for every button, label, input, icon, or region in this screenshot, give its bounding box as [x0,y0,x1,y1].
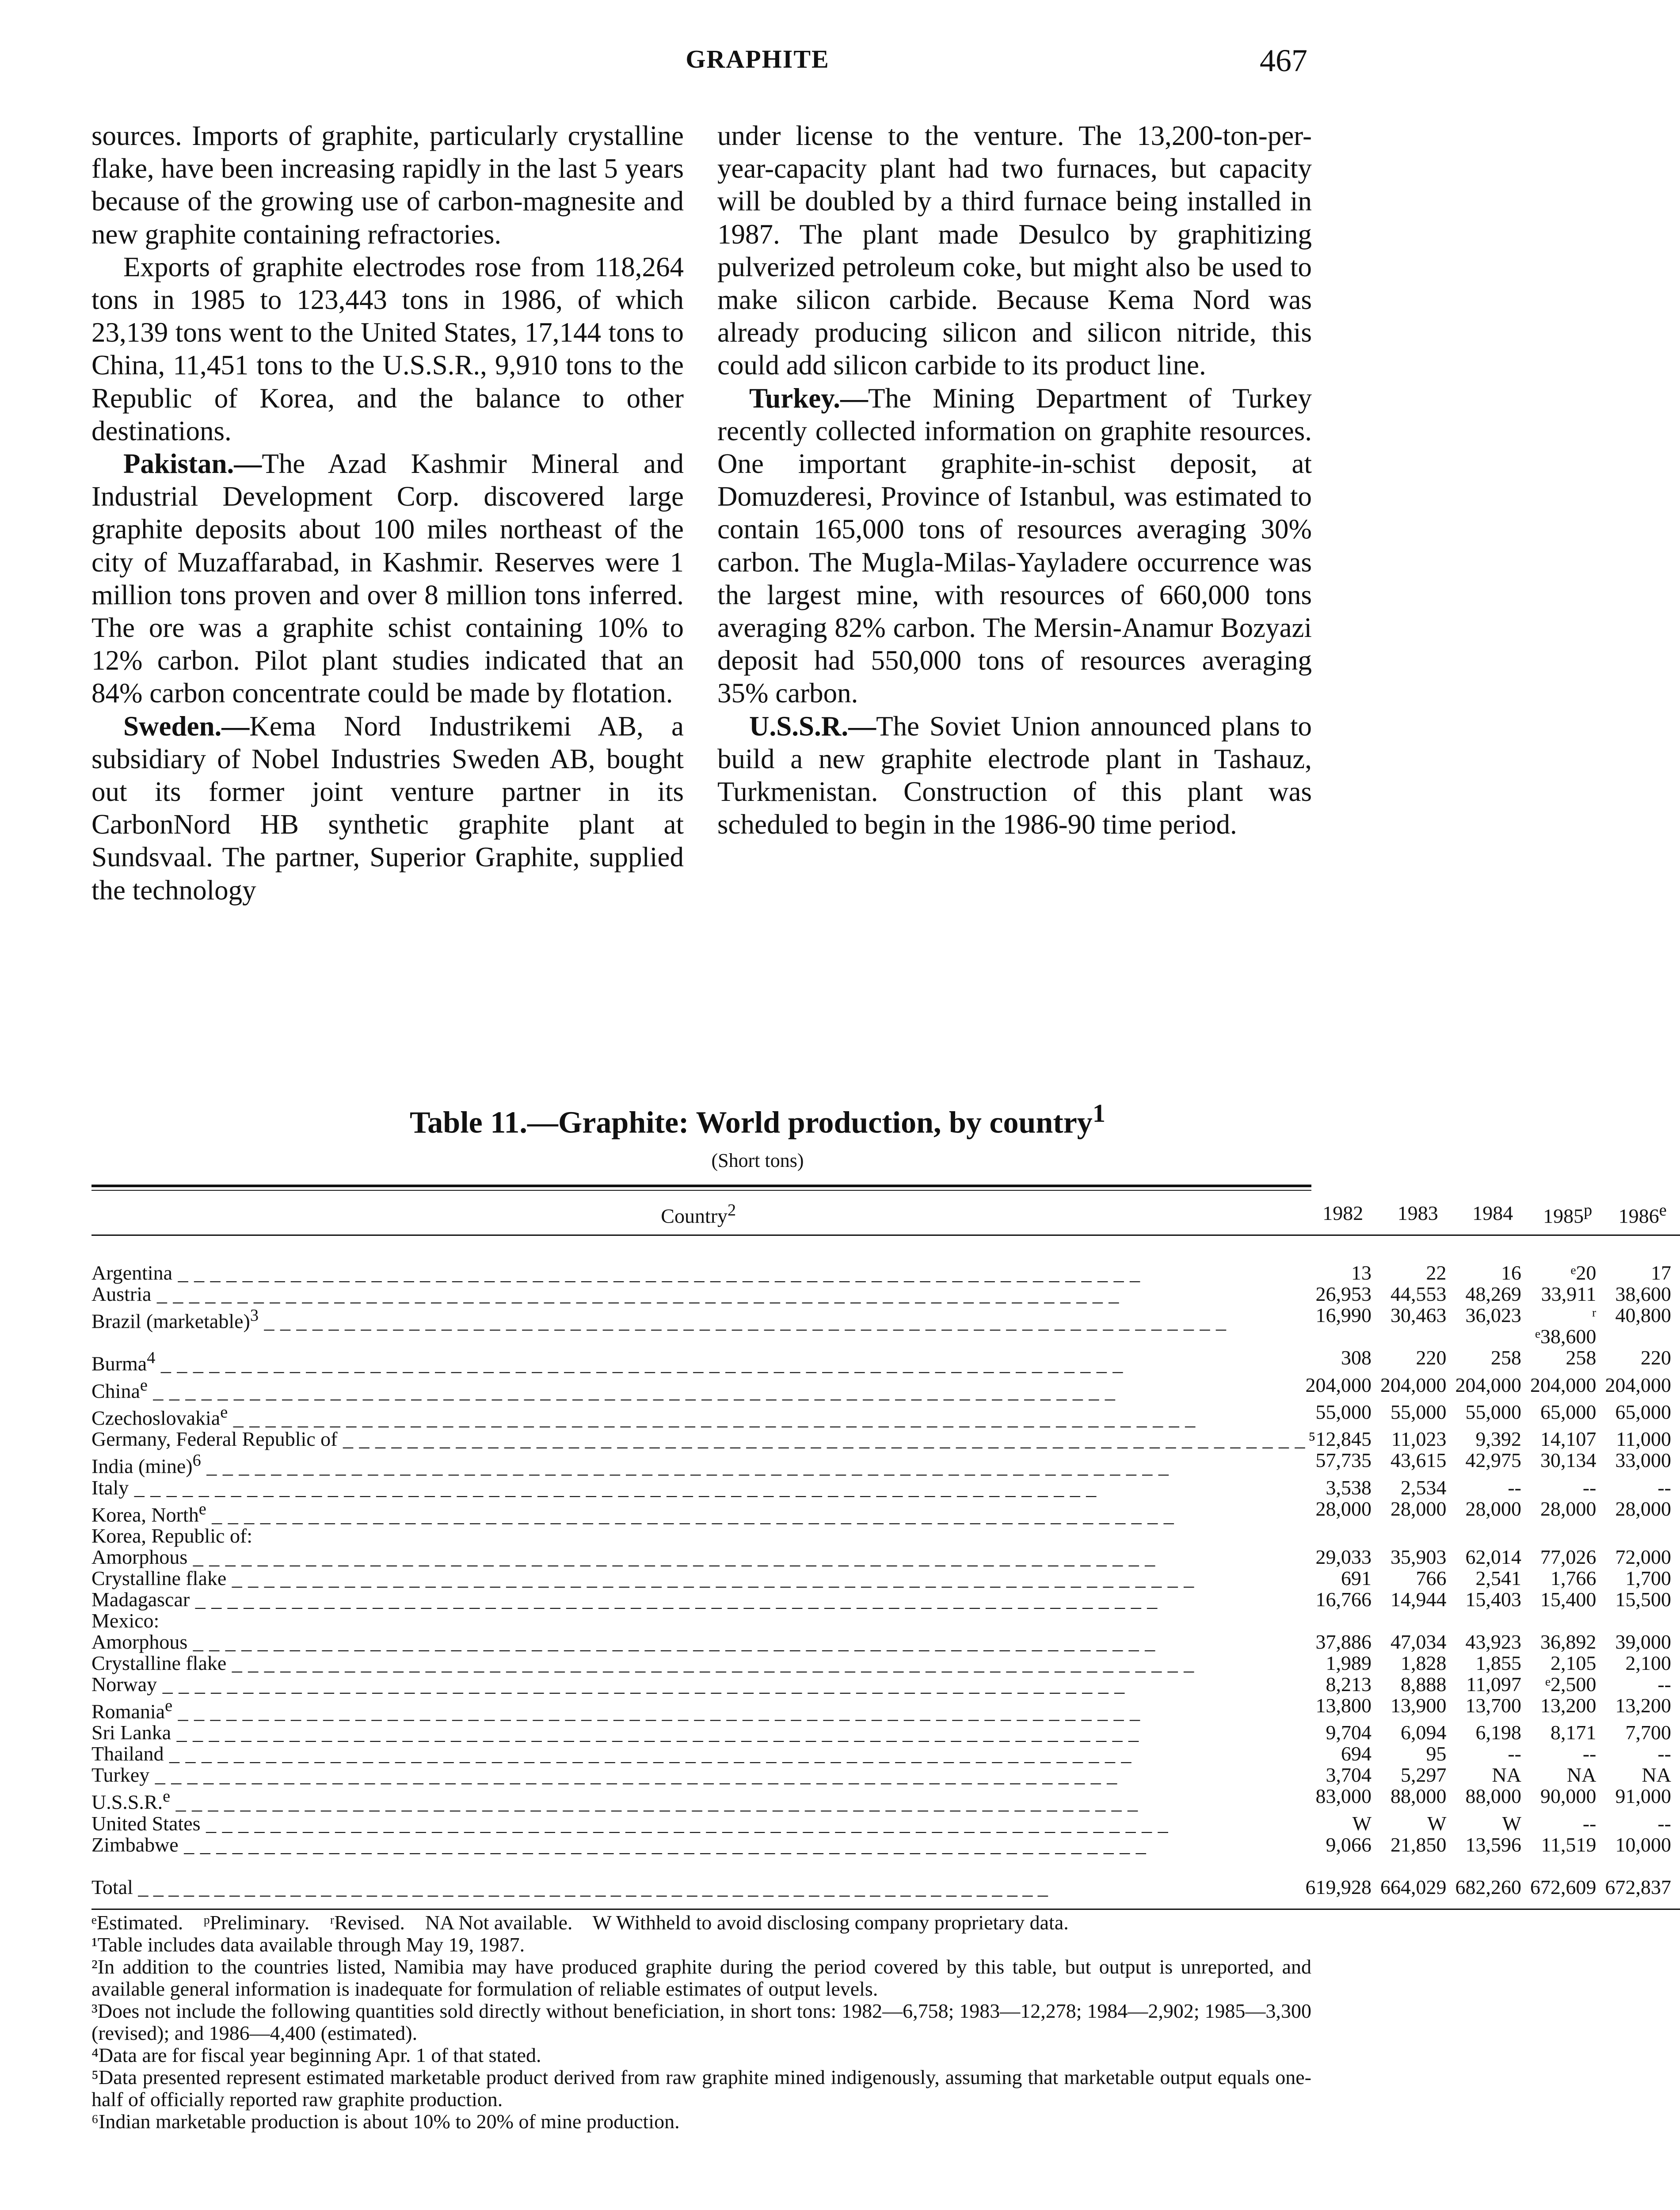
cell-value-1983: 30,463 [1390,1304,1447,1327]
cell-country [91,1375,1306,1402]
header-year-1984 [1455,1191,1531,1235]
cell-country [91,1813,1306,1834]
header-label: 1983 [1397,1201,1438,1224]
cell-value-1984: 55,000 [1465,1400,1521,1423]
cell-value-1982: 3,704 [1326,1764,1371,1787]
cell-value-1985 [1530,1610,1605,1631]
legend-withheld: W Withheld to avoid disclosing company proprietary data. [592,1911,1069,1934]
production-table-wrap [91,1185,1671,1910]
cell-value-1984: 42,975 [1465,1449,1521,1472]
country-name: Sri Lanka [91,1721,171,1744]
total-value-1984: 682,260 [1455,1856,1531,1909]
cell-value-1983: 2,534 [1401,1476,1447,1499]
cell-value-1983: 22 [1426,1261,1447,1284]
country-name: U.S.S.R. [91,1791,163,1814]
paragraph-exports: Exports of graphite electrodes rose from 118,264 tons in 1985 to 123,443 tons in 1986, of which 23,139 tons went to the United States, 17,144 tons to China, 11,451 tons to the U.S.S.R., 9,910 tons to the Republic of Korea, and the balance to other destinations. [91,251,684,446]
dot-leader: _ _ _ _ _ _ _ _ _ _ _ _ _ _ _ _ _ _ _ _ _ _ _ _ _ _ _ _ _ _ _ _ _ _ _ _ _ _ _ _ _ _ _ _ _ _ _ _ _ _ _ _ _ _ _ _ _ _ _ _ [151,1283,1120,1306]
cell-value-1983: 766 [1416,1566,1447,1589]
cell-value-1985: 14,107 [1540,1428,1596,1451]
cell-value-1985: -- [1582,1742,1596,1765]
cell-value-1982: 9,704 [1326,1721,1371,1744]
dot-leader: _ _ _ _ _ _ _ _ _ _ _ _ _ _ _ _ _ _ _ _ _ _ _ _ _ _ _ _ _ _ _ _ _ _ _ _ _ _ _ _ _ _ _ _ _ _ _ _ _ _ _ _ _ _ _ _ _ _ _ _ [200,1812,1169,1835]
cell-value-1986: -- [1657,1742,1671,1765]
cell-value-1982: 694 [1341,1742,1371,1765]
page-number: 467 [1260,43,1307,78]
table-row [91,1450,1680,1477]
country-footnote-mark: e [220,1402,228,1421]
cell-value-1985 [1530,1525,1605,1547]
text-pakistan: The Azad Kashmir Mineral and Industrial Development Corp. discovered large graphite deposits about 100 miles northeast of the city of Muzaffarabad, in Kashmir. Reserves were 1 million tons proven and over 8 million tons inferred. The ore was a graphite schist containing 10% to 12% carbon. Pilot plant studies indicated that an 84% carbon concentrate could be made by flotation. [91,448,684,709]
text-ussr: The Soviet Union announced plans to build a new graphite electrode plant in Tashauz, Turkmenistan. Construction of this plant was scheduled to begin in the 1986-90 time period. [717,710,1312,840]
cell-value-1984: 36,023 [1465,1304,1521,1327]
cell-value-1986: 13,200 [1615,1694,1671,1717]
cell-value-1986: 28,000 [1615,1497,1671,1520]
cell-country [91,1525,1306,1547]
cell-value-1982: 28,000 [1315,1497,1371,1520]
table-row [91,1674,1680,1695]
total-value-1985: 672,609 [1530,1856,1605,1909]
cell-value-1986: 91,000 [1615,1785,1671,1808]
legend-estimated: ᵉEstimated. [91,1911,183,1934]
table-row [91,1813,1680,1834]
cell-value-1985: 11,519 [1541,1833,1596,1856]
table-unit: (Short tons) [711,1150,804,1171]
cell-value-1984: 9,392 [1475,1428,1521,1451]
cell-value-1982: 26,953 [1315,1283,1371,1306]
cell-value-1983: 220 [1416,1346,1447,1369]
cell-value-1985: 15,400 [1540,1588,1596,1611]
dot-leader: _ _ _ _ _ _ _ _ _ _ _ _ _ _ _ _ _ _ _ _ _ _ _ _ _ _ _ _ _ _ _ _ _ _ _ _ _ _ _ _ _ _ _ _ _ _ _ _ _ _ _ _ _ _ _ _ _ _ _ _ [147,1379,1116,1402]
cell-country [91,1674,1306,1695]
table-row [91,1631,1680,1653]
cell-value-1984: 258 [1491,1346,1521,1369]
cell-value-1984: 13,700 [1465,1694,1521,1717]
cell-country [91,1589,1306,1610]
total-value-1983: 664,029 [1380,1856,1455,1909]
table-row [91,1568,1680,1589]
running-header-title: GRAPHITE [686,45,830,73]
country-footnote-mark: e [198,1499,206,1518]
cell-value-1984: -- [1508,1476,1521,1499]
dot-leader: _ _ _ _ _ _ _ _ _ _ _ _ _ _ _ _ _ _ _ _ _ _ _ _ _ _ _ _ _ _ _ _ _ _ _ _ _ _ _ _ _ _ _ _ _ _ _ _ _ _ _ _ _ _ _ _ _ _ _ _ [226,1651,1195,1674]
cell-value-1982: 13,800 [1315,1694,1371,1717]
country-name: Turkey [91,1764,150,1787]
country-footnote-mark: e [163,1787,171,1806]
country-name: Crystalline flake [91,1651,227,1674]
cell-value-1985: 1,766 [1550,1566,1596,1589]
country-name: Burma [91,1352,147,1375]
cell-value-1984: 2,541 [1475,1566,1521,1589]
cell-country [91,1834,1306,1856]
dot-leader: _ _ _ _ _ _ _ _ _ _ _ _ _ _ _ _ _ _ _ _ _ _ _ _ _ _ _ _ _ _ _ _ _ _ _ _ _ _ _ _ _ _ _ _ _ _ _ _ _ _ _ _ _ _ _ _ _ _ _ _ [129,1476,1097,1499]
paragraph-license: under license to the venture. The 13,200-ton-per-year-capacity plant had two furnaces, but capacity will be doubled by a third furnace being installed in 1987. The plant made Desulco by graphitizing pulverized petroleum coke, but might also be used to make silicon carbide. Because Kema Nord was already producing silicon and silicon nitride, this could add silicon carbide to its product line. [717,120,1312,381]
country-footnote-mark: e [140,1376,148,1395]
cell-value-1982: 1,989 [1326,1651,1371,1674]
header-year-1983 [1380,1191,1455,1235]
cell-value-1985: 30,134 [1540,1449,1596,1472]
cell-value-1985: ʳ ᵉ38,600 [1535,1304,1596,1348]
footnote-1: ¹Table includes data available through May 19, 1987. [91,1933,525,1956]
header-footnote-mark: 2 [728,1201,736,1219]
cell-value-1982: 29,033 [1315,1545,1371,1568]
cell-value-1983: 55,000 [1390,1400,1447,1423]
dot-leader: _ _ _ _ _ _ _ _ _ _ _ _ _ _ _ _ _ _ _ _ _ _ _ _ _ _ _ _ _ _ _ _ _ _ _ _ _ _ _ _ _ _ _ _ _ _ _ _ _ _ _ _ _ _ _ _ _ _ _ _ [259,1310,1227,1333]
table-header-row [91,1191,1680,1235]
country-name: Amorphous [91,1545,188,1568]
cell-value-1982: 8,213 [1326,1673,1371,1696]
table-row [91,1347,1680,1374]
cell-country [91,1568,1306,1589]
cell-value-1986: 33,000 [1615,1449,1671,1472]
cell-value-1985: NA [1567,1764,1596,1787]
header-label: 1982 [1322,1201,1364,1224]
production-table [91,1191,1680,1910]
cell-value-1982: 16,990 [1315,1304,1371,1327]
cell-value-1986: 220 [1641,1346,1671,1369]
cell-country [91,1284,1306,1305]
header-label: 1986 [1618,1204,1659,1227]
table-row [91,1305,1680,1347]
dot-leader: _ _ _ _ _ _ _ _ _ _ _ _ _ _ _ _ _ _ _ _ _ _ _ _ _ _ _ _ _ _ _ _ _ _ _ _ _ _ _ _ _ _ _ _ _ _ _ _ _ _ _ _ _ _ _ _ _ _ _ _ [187,1545,1156,1568]
country-name: Germany, Federal Republic of [91,1428,338,1451]
cell-value-1982: 204,000 [1305,1373,1371,1396]
cell-value-1984: 28,000 [1465,1497,1521,1520]
cell-value-1983: 47,034 [1390,1630,1447,1653]
total-label: Total [91,1875,133,1898]
dot-leader: _ _ _ _ _ _ _ _ _ _ _ _ _ _ _ _ _ _ _ _ _ _ _ _ _ _ _ _ _ _ _ _ _ _ _ _ _ _ _ _ _ _ _ _ _ _ _ _ _ _ _ _ _ _ _ _ _ _ _ _ [201,1455,1169,1478]
country-name: Amorphous [91,1630,188,1653]
cell-value-1983: 204,000 [1380,1373,1447,1396]
heading-sweden: Sweden.— [123,710,250,742]
table-row [91,1786,1680,1813]
cell-value-1983: 5,297 [1401,1764,1447,1787]
cell-country [91,1429,1306,1450]
cell-value-1985: ᵉ2,500 [1545,1673,1596,1696]
paragraph-pakistan [91,447,684,710]
cell-value-1986: -- [1657,1476,1671,1499]
cell-value-1982: 37,886 [1315,1630,1371,1653]
cell-value-1984: NA [1492,1764,1521,1787]
cell-country [91,1450,1306,1477]
header-footnote-mark: e [1659,1201,1667,1219]
table-row [91,1653,1680,1674]
cell-value-1984: 15,403 [1465,1588,1521,1611]
cell-value-1984 [1455,1525,1531,1547]
cell-value-1983: 21,850 [1390,1833,1447,1856]
table-total-row [91,1856,1680,1909]
dot-leader: _ _ _ _ _ _ _ _ _ _ _ _ _ _ _ _ _ _ _ _ _ _ _ _ _ _ _ _ _ _ _ _ _ _ _ _ _ _ _ _ _ _ _ _ _ _ _ _ _ _ _ _ _ _ _ _ _ _ _ _ [337,1428,1306,1451]
cell-value-1983: 43,615 [1390,1449,1447,1472]
footnote-legend [91,1912,1311,1934]
cell-country [91,1786,1306,1813]
cell-value-1982: 57,735 [1315,1449,1371,1472]
footnote-4: ⁴Data are for fiscal year beginning Apr. 1 of that stated. [91,2044,541,2066]
dot-leader: _ _ _ _ _ _ _ _ _ _ _ _ _ _ _ _ _ _ _ _ _ _ _ _ _ _ _ _ _ _ _ _ _ _ _ _ _ _ _ _ _ _ _ _ _ _ _ _ _ _ _ _ _ _ _ _ _ _ _ _ [178,1833,1147,1856]
cell-value-1982: ⁵12,845 [1308,1428,1371,1451]
table-top-rule [91,1185,1311,1191]
cell-value-1983: 13,900 [1390,1694,1447,1717]
table-row [91,1764,1680,1786]
cell-value-1986: 1,700 [1625,1566,1671,1589]
right-column [717,119,1312,841]
country-footnote-mark: 4 [147,1349,156,1368]
table-row [91,1695,1680,1722]
cell-value-1983: 44,553 [1390,1283,1447,1306]
cell-country [91,1695,1306,1722]
legend-preliminary: ᵖPreliminary. [203,1911,310,1934]
cell-country [91,1722,1306,1743]
cell-country [91,1610,1306,1631]
cell-value-1986 [1605,1525,1680,1547]
country-name: Mexico: [91,1609,160,1632]
cell-value-1985: 258 [1566,1346,1596,1369]
dot-leader: _ _ _ _ _ _ _ _ _ _ _ _ _ _ _ _ _ _ _ _ _ _ _ _ _ _ _ _ _ _ _ _ _ _ _ _ _ _ _ _ _ _ _ _ _ _ _ _ _ _ _ _ _ _ _ _ _ _ _ _ [149,1764,1118,1787]
country-footnote-mark: e [165,1696,173,1715]
cell-value-1983 [1380,1610,1455,1631]
country-name: Italy [91,1476,129,1499]
dot-leader: _ _ _ _ _ _ _ _ _ _ _ _ _ _ _ _ _ _ _ _ _ _ _ _ _ _ _ _ _ _ _ _ _ _ _ _ _ _ _ _ _ _ _ _ _ _ _ _ _ _ _ _ _ _ _ _ _ _ _ _ [190,1588,1158,1611]
cell-value-1986: -- [1657,1673,1671,1696]
cell-value-1983: W [1427,1812,1447,1835]
cell-value-1986: 72,000 [1615,1545,1671,1568]
cell-value-1984: 1,855 [1475,1651,1521,1674]
country-name: Norway [91,1673,157,1696]
cell-value-1984: W [1502,1812,1521,1835]
country-name: Brazil (marketable) [91,1310,250,1333]
dot-leader: _ _ _ _ _ _ _ _ _ _ _ _ _ _ _ _ _ _ _ _ _ _ _ _ _ _ _ _ _ _ _ _ _ _ _ _ _ _ _ _ _ _ _ _ _ _ _ _ _ _ _ _ _ _ _ _ _ _ _ _ [187,1630,1156,1653]
table-title-text: Table 11.—Graphite: World production, by country [410,1105,1093,1140]
cell-value-1982: 83,000 [1315,1785,1371,1808]
table-row [91,1743,1680,1764]
text-sweden: Kema Nord Industrikemi AB, a subsidiary of Nobel Industries Sweden AB, bought out its former joint venture partner in its CarbonNord HB synthetic graphite plant at Sundsvaal. The partner, Superior Graphite, supplied the technology [91,710,684,906]
cell-value-1983: 28,000 [1390,1497,1447,1520]
cell-value-1986: 17 [1651,1261,1671,1284]
cell-value-1983: 14,944 [1390,1588,1447,1611]
dot-leader: _ _ _ _ _ _ _ _ _ _ _ _ _ _ _ _ _ _ _ _ _ _ _ _ _ _ _ _ _ _ _ _ _ _ _ _ _ _ _ _ _ _ _ _ _ _ _ _ _ _ _ _ _ _ _ _ _ _ _ _ [157,1673,1125,1696]
total-value-1982: 619,928 [1306,1856,1381,1909]
cell-value-1984 [1455,1610,1531,1631]
left-column [91,119,684,907]
cell-value-1982: 55,000 [1315,1400,1371,1423]
cell-value-1985: 2,105 [1550,1651,1596,1674]
footnote-2: ²In addition to the countries listed, Namibia may have produced graphite during the period covered by this table, but output is unreported, and available general information is inadequate for formulation of reliable estimates of output levels. [91,1955,1311,2000]
cell-country [91,1764,1306,1786]
cell-value-1986: 65,000 [1615,1400,1671,1423]
cell-total-label [91,1856,1306,1909]
cell-value-1985: -- [1582,1812,1596,1835]
cell-value-1985: 204,000 [1530,1373,1596,1396]
header-footnote-mark: p [1584,1201,1592,1219]
paragraph-ussr [717,710,1312,841]
cell-value-1982: W [1352,1812,1371,1835]
dot-leader: _ _ _ _ _ _ _ _ _ _ _ _ _ _ _ _ _ _ _ _ _ _ _ _ _ _ _ _ _ _ _ _ _ _ _ _ _ _ _ _ _ _ _ _ _ _ _ _ _ _ _ _ _ _ _ _ _ _ _ _ [226,1566,1195,1589]
cell-value-1984: 43,923 [1465,1630,1521,1653]
table-row [91,1429,1680,1450]
text-turkey: The Mining Department of Turkey recently collected information on graphite resources. One important graphite-in-schist deposit, at Domuzderesi, Province of Istanbul, was estimated to contain 165,000 tons of resources averaging 30% carbon. The Mugla-Milas-Yayladere occurrence was the largest mine, with resources of 660,000 tons averaging 82% carbon. The Mersin-Anamur Bozyazi deposit had 550,000 tons of resources averaging 35% carbon. [717,382,1312,709]
paragraph-turkey [717,382,1312,710]
dot-leader: _ _ _ _ _ _ _ _ _ _ _ _ _ _ _ _ _ _ _ _ _ _ _ _ _ _ _ _ _ _ _ _ _ _ _ _ _ _ _ _ _ _ _ _ _ _ _ _ _ _ _ _ _ _ _ _ _ _ _ _ [172,1700,1141,1723]
footnote-3: ³Does not include the following quantities sold directly without beneficiation, in short tons: 1982—6,758; 1983—12,278; 1984—2,902; 1985—3,300 (revised); and 1986—4,400 (estimated). [91,2000,1311,2044]
cell-value-1986: 15,500 [1615,1588,1671,1611]
cell-value-1983: 6,094 [1401,1721,1447,1744]
country-footnote-mark: 3 [250,1306,259,1325]
cell-value-1982: 691 [1341,1566,1371,1589]
cell-value-1986 [1605,1610,1680,1631]
cell-value-1984: 11,097 [1466,1673,1521,1696]
cell-value-1984: 13,596 [1465,1833,1521,1856]
dot-leader: _ _ _ _ _ _ _ _ _ _ _ _ _ _ _ _ _ _ _ _ _ _ _ _ _ _ _ _ _ _ _ _ _ _ _ _ _ _ _ _ _ _ _ _ _ _ _ _ _ _ _ _ _ _ _ _ _ _ _ _ [172,1261,1141,1284]
country-name: China [91,1379,140,1402]
header-label: Country [661,1204,728,1227]
cell-value-1983: 11,023 [1391,1428,1447,1451]
cell-value-1986: 39,000 [1615,1630,1671,1653]
heading-turkey: Turkey.— [749,382,869,414]
cell-value-1983: 88,000 [1390,1785,1447,1808]
cell-value-1983: 35,903 [1390,1545,1447,1568]
heading-ussr: U.S.S.R.— [749,710,876,742]
cell-country [91,1653,1306,1674]
table-row [91,1402,1680,1429]
cell-country [91,1547,1306,1568]
cell-value-1986: 40,800 [1615,1304,1671,1327]
total-value-1986: 672,837 [1605,1856,1680,1909]
dot-leader: _ _ _ _ _ _ _ _ _ _ _ _ _ _ _ _ _ _ _ _ _ _ _ _ _ _ _ _ _ _ _ _ _ _ _ _ _ _ _ _ _ _ _ _ _ _ _ _ _ _ _ _ _ _ _ _ _ _ _ _ [170,1791,1139,1814]
cell-value-1984: 16 [1501,1261,1521,1284]
cell-country [91,1305,1306,1347]
cell-value-1982: 9,066 [1326,1833,1371,1856]
cell-value-1986: NA [1642,1764,1671,1787]
country-footnote-mark: 6 [192,1451,201,1470]
table-row [91,1834,1680,1856]
cell-country [91,1347,1306,1374]
dot-leader: _ _ _ _ _ _ _ _ _ _ _ _ _ _ _ _ _ _ _ _ _ _ _ _ _ _ _ _ _ _ _ _ _ _ _ _ _ _ _ _ _ _ _ _ _ _ _ _ _ _ _ _ _ _ _ _ _ _ _ _ [206,1503,1174,1526]
legend-revised: ʳRevised. [330,1911,405,1934]
table-row [91,1589,1680,1610]
cell-value-1986: 38,600 [1615,1283,1671,1306]
cell-value-1985: 33,911 [1541,1283,1596,1306]
footnote-6: ⁶Indian marketable production is about 10% to 20% of mine production. [91,2110,680,2133]
table-row [91,1547,1680,1568]
paragraph-sweden [91,710,684,907]
cell-value-1982: 16,766 [1315,1588,1371,1611]
dot-leader: _ _ _ _ _ _ _ _ _ _ _ _ _ _ _ _ _ _ _ _ _ _ _ _ _ _ _ _ _ _ _ _ _ _ _ _ _ _ _ _ _ _ _ _ _ _ _ _ _ _ _ _ _ _ _ _ _ _ _ _ [155,1352,1124,1375]
country-name: Romania [91,1700,165,1723]
country-name: Thailand [91,1742,164,1765]
footnotes [91,1912,1311,2133]
cell-country [91,1743,1306,1764]
country-name: India (mine) [91,1455,193,1478]
dot-leader: _ _ _ _ _ _ _ _ _ _ _ _ _ _ _ _ _ _ _ _ _ _ _ _ _ _ _ _ _ _ _ _ _ _ _ _ _ _ _ _ _ _ _ _ _ _ _ _ _ _ _ _ _ _ _ _ _ _ _ _ [171,1721,1139,1744]
country-name: Zimbabwe [91,1833,179,1856]
cell-value-1983 [1380,1525,1455,1547]
country-name: Crystalline flake [91,1566,227,1589]
cell-value-1982 [1306,1610,1381,1631]
cell-value-1986: 7,700 [1625,1721,1671,1744]
cell-value-1985: 13,200 [1540,1694,1596,1717]
footnote-5: ⁵Data presented represent estimated marketable product derived from raw graphite mined indigenously, assuming that marketable output equals one-half of officially reported raw graphite production. [91,2066,1311,2111]
cell-value-1985: 65,000 [1540,1400,1596,1423]
table-title [0,1098,1515,1140]
dot-leader: _ _ _ _ _ _ _ _ _ _ _ _ _ _ _ _ _ _ _ _ _ _ _ _ _ _ _ _ _ _ _ _ _ _ _ _ _ _ _ _ _ _ _ _ _ _ _ _ _ _ _ _ _ _ _ _ _ _ _ _ [228,1406,1196,1429]
cell-value-1985: 8,171 [1550,1721,1596,1744]
table-row [91,1235,1680,1284]
cell-country [91,1402,1306,1429]
cell-value-1986: 11,000 [1616,1428,1671,1451]
country-name: Czechoslovakia [91,1406,221,1429]
paragraph-sources: sources. Imports of graphite, particularly crystalline flake, have been increasing rapidly in the last 5 years because of the growing use of carbon-magnesite and new graphite containing refractories. [91,120,684,250]
country-name: United States [91,1812,201,1835]
cell-value-1982: 13 [1351,1261,1371,1284]
cell-value-1984: 48,269 [1465,1283,1521,1306]
table-row [91,1477,1680,1498]
cell-value-1983: 95 [1426,1742,1447,1765]
cell-value-1986: 204,000 [1605,1373,1671,1396]
cell-value-1985: 77,026 [1540,1545,1596,1568]
cell-value-1983: 8,888 [1401,1673,1447,1696]
cell-value-1985: -- [1582,1476,1596,1499]
header-year-1982 [1306,1191,1381,1235]
table-row [91,1722,1680,1743]
cell-value-1982: 3,538 [1326,1476,1371,1499]
country-name: Austria [91,1283,152,1306]
cell-country [91,1477,1306,1498]
cell-value-1984: 204,000 [1455,1373,1521,1396]
header-year-1986 [1605,1191,1680,1235]
dot-leader: _ _ _ _ _ _ _ _ _ _ _ _ _ _ _ _ _ _ _ _ _ _ _ _ _ _ _ _ _ _ _ _ _ _ _ _ _ _ _ _ _ _ _ _ _ _ _ _ _ _ _ _ _ _ _ _ _ _ _ _ [133,1875,1048,1898]
cell-value-1986: -- [1657,1812,1671,1835]
cell-value-1984: 62,014 [1465,1545,1521,1568]
header-label: 1984 [1472,1201,1513,1224]
heading-pakistan: Pakistan.— [123,448,262,480]
cell-value-1985: 28,000 [1540,1497,1596,1520]
cell-value-1986: 2,100 [1625,1651,1671,1674]
country-name: Argentina [91,1261,173,1284]
country-name: Madagascar [91,1588,190,1611]
cell-value-1984: 88,000 [1465,1785,1521,1808]
cell-value-1985: ᵉ20 [1570,1261,1596,1284]
country-name: Korea, Republic of: [91,1524,253,1547]
cell-country [91,1498,1306,1525]
legend-na: NA Not available. [425,1911,573,1934]
dot-leader: _ _ _ _ _ _ _ _ _ _ _ _ _ _ _ _ _ _ _ _ _ _ _ _ _ _ _ _ _ _ _ _ _ _ _ _ _ _ _ _ _ _ _ _ _ _ _ _ _ _ _ _ _ _ _ _ _ _ _ _ [164,1742,1132,1765]
cell-value-1985: 90,000 [1540,1785,1596,1808]
cell-value-1982 [1306,1525,1381,1547]
cell-value-1986: 10,000 [1615,1833,1671,1856]
table-row [91,1284,1680,1305]
table-row [91,1498,1680,1525]
table-row [91,1375,1680,1402]
country-name: Korea, North [91,1503,199,1526]
cell-value-1985: 36,892 [1540,1630,1596,1653]
cell-value-1982: 308 [1341,1346,1371,1369]
cell-country [91,1631,1306,1653]
table-row [91,1610,1680,1631]
header-country [91,1191,1306,1235]
table-title-footnote: 1 [1092,1099,1105,1128]
header-year-1985 [1530,1191,1605,1235]
cell-country [91,1235,1306,1284]
cell-value-1984: 6,198 [1475,1721,1521,1744]
cell-value-1984: -- [1508,1742,1521,1765]
table-row [91,1525,1680,1547]
cell-value-1983: 1,828 [1401,1651,1447,1674]
header-label: 1985 [1543,1204,1584,1227]
